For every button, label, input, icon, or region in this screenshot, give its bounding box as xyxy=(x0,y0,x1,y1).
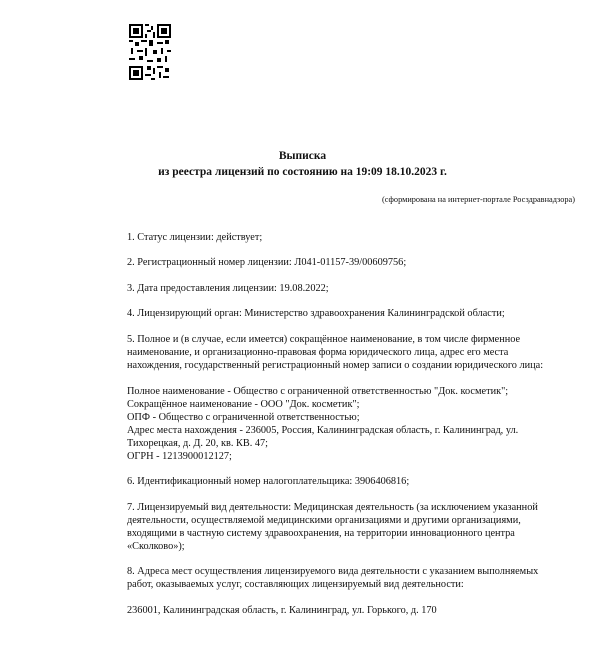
activity-address: 236001, Калининградская область, г. Калининград, ул. Горького, д. 170 xyxy=(127,605,437,616)
license-number: 2. Регистрационный номер лицензии: Л041-01157-39/00609756; xyxy=(127,257,407,268)
license-date: 3. Дата предоставления лицензии: 19.08.2022; xyxy=(127,283,329,294)
org-legal-form: ОПФ - Общество с ограниченной ответственностью; xyxy=(127,412,360,423)
item-8-line: работ, оказываемых услуг, составляющих лицензируемый вид деятельности: xyxy=(127,579,464,590)
qr-code xyxy=(129,24,171,80)
licensing-authority: 4. Лицензирующий орган: Министерство здравоохранения Калининградской области; xyxy=(127,308,505,319)
source-note: (сформирована на интернет-портале Росздравнадзора) xyxy=(382,195,575,204)
document-title: Выписка xyxy=(278,150,327,162)
item-8-line: 8. Адреса мест осуществления лицензируемого вида деятельности с указанием выполняемых xyxy=(127,566,539,577)
org-ogrn: ОГРН - 1213900012127; xyxy=(127,451,232,462)
item-7-line: деятельности, осуществляемой медицинскими организациями и другими организациями, xyxy=(127,515,521,526)
item-7-line: «Сколково»); xyxy=(127,541,185,552)
org-short-name: Сокращённое наименование - ООО "Док. косметик"; xyxy=(127,399,360,410)
item-5-line: нахождения, государственный регистрационный номер записи о создании юридического лица: xyxy=(127,360,544,371)
org-address-cont: Тихорецкая, д. Д. 20, кв. КВ. 47; xyxy=(127,438,269,449)
document-subtitle: из реестра лицензий по состоянию на 19:09 18.10.2023 г. xyxy=(158,166,447,178)
org-address: Адрес места нахождения - 236005, Россия, Калининградская область, г. Калининград, ул. xyxy=(127,425,519,436)
license-status: 1. Статус лицензии: действует; xyxy=(127,232,263,243)
taxpayer-id: 6. Идентификационный номер налогоплательщика: 3906406816; xyxy=(127,476,410,487)
item-5-line: 5. Полное и (в случае, если имеется) сокращённое наименование, в том числе фирменное xyxy=(127,334,521,345)
item-7-line: 7. Лицензируемый вид деятельности: Медицинская деятельность (за исключением указанной xyxy=(127,502,538,513)
item-5-line: наименование, и организационно-правовая форма юридического лица, адрес его места xyxy=(127,347,509,358)
org-full-name: Полное наименование - Общество с ограниченной ответственностью "Док. косметик"; xyxy=(127,386,509,397)
item-7-line: входящими в частную систему здравоохранения, на территории инновационного центра xyxy=(127,528,515,539)
